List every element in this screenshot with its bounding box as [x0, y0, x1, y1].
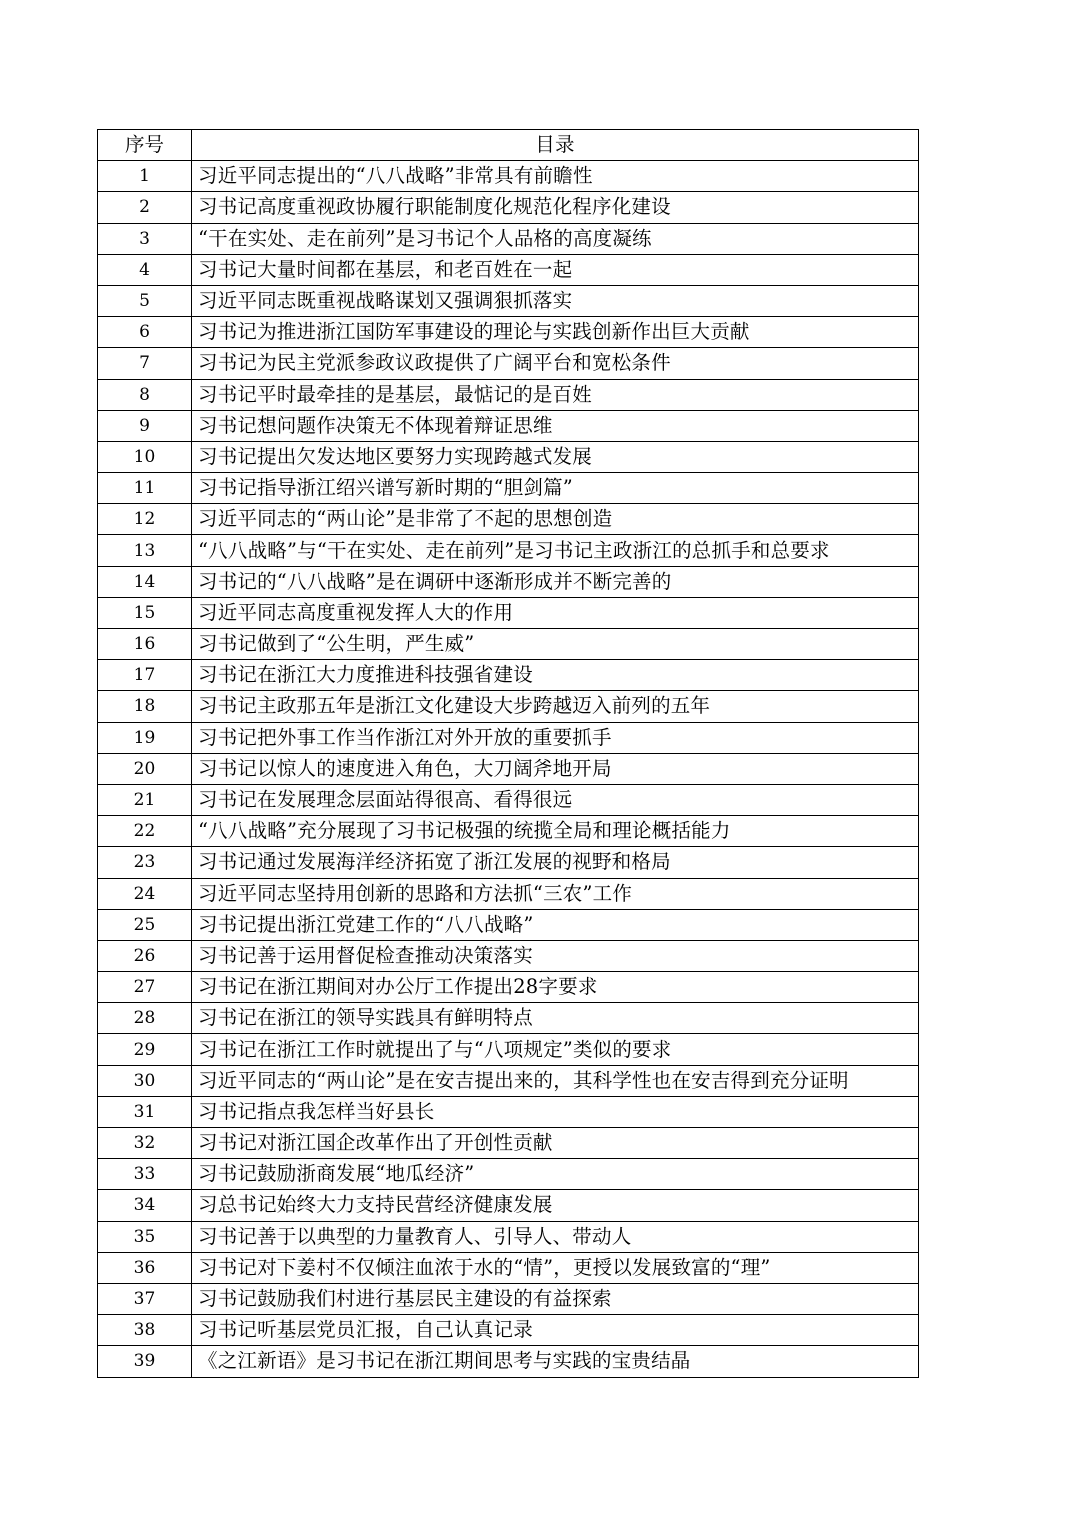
table-row: [98, 379, 919, 410]
row-number: 38: [98, 1315, 192, 1346]
table-row: [98, 1065, 919, 1096]
row-title: 习书记的“八八战略”是在调研中逐渐形成并不断完善的: [192, 566, 919, 597]
row-title: 习书记主政那五年是浙江文化建设大步跨越迈入前列的五年: [192, 691, 919, 722]
row-title: 习书记大量时间都在基层，和老百姓在一起: [192, 254, 919, 285]
table-row: [98, 972, 919, 1003]
row-number: 21: [98, 784, 192, 815]
table-row: [98, 691, 919, 722]
table-row: [98, 1252, 919, 1283]
row-title: 习书记鼓励我们村进行基层民主建设的有益探索: [192, 1283, 919, 1314]
row-title: 习书记以惊人的速度进入角色，大刀阔斧地开局: [192, 753, 919, 784]
row-number: 37: [98, 1283, 192, 1314]
row-title: 习书记高度重视政协履行职能制度化规范化程序化建设: [192, 192, 919, 223]
row-number: 3: [98, 223, 192, 254]
table-row: [98, 285, 919, 316]
row-number: 17: [98, 660, 192, 691]
table-row: [98, 161, 919, 192]
table-row: [98, 535, 919, 566]
table-header-row: [98, 130, 919, 161]
row-number: 15: [98, 597, 192, 628]
row-number: 39: [98, 1346, 192, 1377]
table-row: [98, 566, 919, 597]
contents-table: [97, 129, 919, 1378]
table-row: [98, 753, 919, 784]
table-row: [98, 940, 919, 971]
table-row: [98, 816, 919, 847]
row-number: 29: [98, 1034, 192, 1065]
row-number: 32: [98, 1128, 192, 1159]
row-number: 20: [98, 753, 192, 784]
row-title: “干在实处、走在前列”是习书记个人品格的高度凝练: [192, 223, 919, 254]
table-row: [98, 348, 919, 379]
row-title: 习书记在浙江的领导实践具有鲜明特点: [192, 1003, 919, 1034]
row-title: 习书记对下姜村不仅倾注血浓于水的“情”，更授以发展致富的“理”: [192, 1252, 919, 1283]
row-title: 习近平同志的“两山论”是非常了不起的思想创造: [192, 504, 919, 535]
table-row: [98, 597, 919, 628]
row-title: 习近平同志提出的“八八战略”非常具有前瞻性: [192, 161, 919, 192]
row-title: “八八战略”与“干在实处、走在前列”是习书记主政浙江的总抓手和总要求: [192, 535, 919, 566]
row-title: “八八战略”充分展现了习书记极强的统揽全局和理论概括能力: [192, 816, 919, 847]
row-title: 习书记在浙江期间对办公厅工作提出28字要求: [192, 972, 919, 1003]
table-row: [98, 1096, 919, 1127]
table-row: [98, 847, 919, 878]
header-title: 目录: [192, 130, 919, 161]
row-title: 习书记指点我怎样当好县长: [192, 1096, 919, 1127]
table-body: [98, 130, 919, 1378]
row-number: 33: [98, 1159, 192, 1190]
table-row: [98, 629, 919, 660]
row-number: 18: [98, 691, 192, 722]
row-number: 28: [98, 1003, 192, 1034]
table-row: [98, 1315, 919, 1346]
row-title: 习近平同志的“两山论”是在安吉提出来的，其科学性也在安吉得到充分证明: [192, 1065, 919, 1096]
table-row: [98, 473, 919, 504]
row-number: 9: [98, 410, 192, 441]
row-number: 23: [98, 847, 192, 878]
row-number: 6: [98, 317, 192, 348]
row-title: 习书记善于以典型的力量教育人、引导人、带动人: [192, 1221, 919, 1252]
row-number: 2: [98, 192, 192, 223]
row-number: 22: [98, 816, 192, 847]
table-row: [98, 410, 919, 441]
row-title: 习近平同志既重视战略谋划又强调狠抓落实: [192, 285, 919, 316]
table-row: [98, 254, 919, 285]
row-number: 26: [98, 940, 192, 971]
row-number: 13: [98, 535, 192, 566]
row-title: 习书记为民主党派参政议政提供了广阔平台和宽松条件: [192, 348, 919, 379]
row-number: 30: [98, 1065, 192, 1096]
table-row: [98, 784, 919, 815]
row-title: 习书记善于运用督促检查推动决策落实: [192, 940, 919, 971]
row-title: 习书记提出浙江党建工作的“八八战略”: [192, 909, 919, 940]
row-number: 34: [98, 1190, 192, 1221]
row-number: 27: [98, 972, 192, 1003]
row-title: 习书记在浙江工作时就提出了与“八项规定”类似的要求: [192, 1034, 919, 1065]
table-row: [98, 878, 919, 909]
row-number: 10: [98, 441, 192, 472]
row-number: 16: [98, 629, 192, 660]
table-row: [98, 1283, 919, 1314]
row-title: 《之江新语》是习书记在浙江期间思考与实践的宝贵结晶: [192, 1346, 919, 1377]
table-row: [98, 1128, 919, 1159]
row-title: 习书记指导浙江绍兴谱写新时期的“胆剑篇”: [192, 473, 919, 504]
table-row: [98, 1034, 919, 1065]
row-number: 1: [98, 161, 192, 192]
table-row: [98, 660, 919, 691]
row-title: 习近平同志高度重视发挥人大的作用: [192, 597, 919, 628]
row-title: 习书记通过发展海洋经济拓宽了浙江发展的视野和格局: [192, 847, 919, 878]
row-title: 习书记平时最牵挂的是基层，最惦记的是百姓: [192, 379, 919, 410]
table-row: [98, 223, 919, 254]
table-row: [98, 1221, 919, 1252]
row-title: 习书记提出欠发达地区要努力实现跨越式发展: [192, 441, 919, 472]
row-title: 习书记鼓励浙商发展“地瓜经济”: [192, 1159, 919, 1190]
row-title: 习总书记始终大力支持民营经济健康发展: [192, 1190, 919, 1221]
table-row: [98, 1190, 919, 1221]
row-title: 习书记在发展理念层面站得很高、看得很远: [192, 784, 919, 815]
table-row: [98, 441, 919, 472]
table-row: [98, 909, 919, 940]
table-row: [98, 722, 919, 753]
row-title: 习近平同志坚持用创新的思路和方法抓“三农”工作: [192, 878, 919, 909]
row-title: 习书记把外事工作当作浙江对外开放的重要抓手: [192, 722, 919, 753]
row-number: 4: [98, 254, 192, 285]
row-number: 25: [98, 909, 192, 940]
row-number: 24: [98, 878, 192, 909]
row-number: 5: [98, 285, 192, 316]
row-number: 14: [98, 566, 192, 597]
row-title: 习书记听基层党员汇报，自己认真记录: [192, 1315, 919, 1346]
row-number: 7: [98, 348, 192, 379]
row-title: 习书记想问题作决策无不体现着辩证思维: [192, 410, 919, 441]
row-title: 习书记做到了“公生明，严生威”: [192, 629, 919, 660]
table-row: [98, 1159, 919, 1190]
table-row: [98, 504, 919, 535]
row-number: 35: [98, 1221, 192, 1252]
row-number: 19: [98, 722, 192, 753]
table-row: [98, 192, 919, 223]
row-number: 36: [98, 1252, 192, 1283]
row-number: 8: [98, 379, 192, 410]
row-title: 习书记在浙江大力度推进科技强省建设: [192, 660, 919, 691]
row-title: 习书记为推进浙江国防军事建设的理论与实践创新作出巨大贡献: [192, 317, 919, 348]
table-row: [98, 1003, 919, 1034]
row-number: 31: [98, 1096, 192, 1127]
table-row: [98, 1346, 919, 1377]
row-number: 11: [98, 473, 192, 504]
row-number: 12: [98, 504, 192, 535]
row-title: 习书记对浙江国企改革作出了开创性贡献: [192, 1128, 919, 1159]
table-row: [98, 317, 919, 348]
header-number: 序号: [98, 130, 192, 161]
